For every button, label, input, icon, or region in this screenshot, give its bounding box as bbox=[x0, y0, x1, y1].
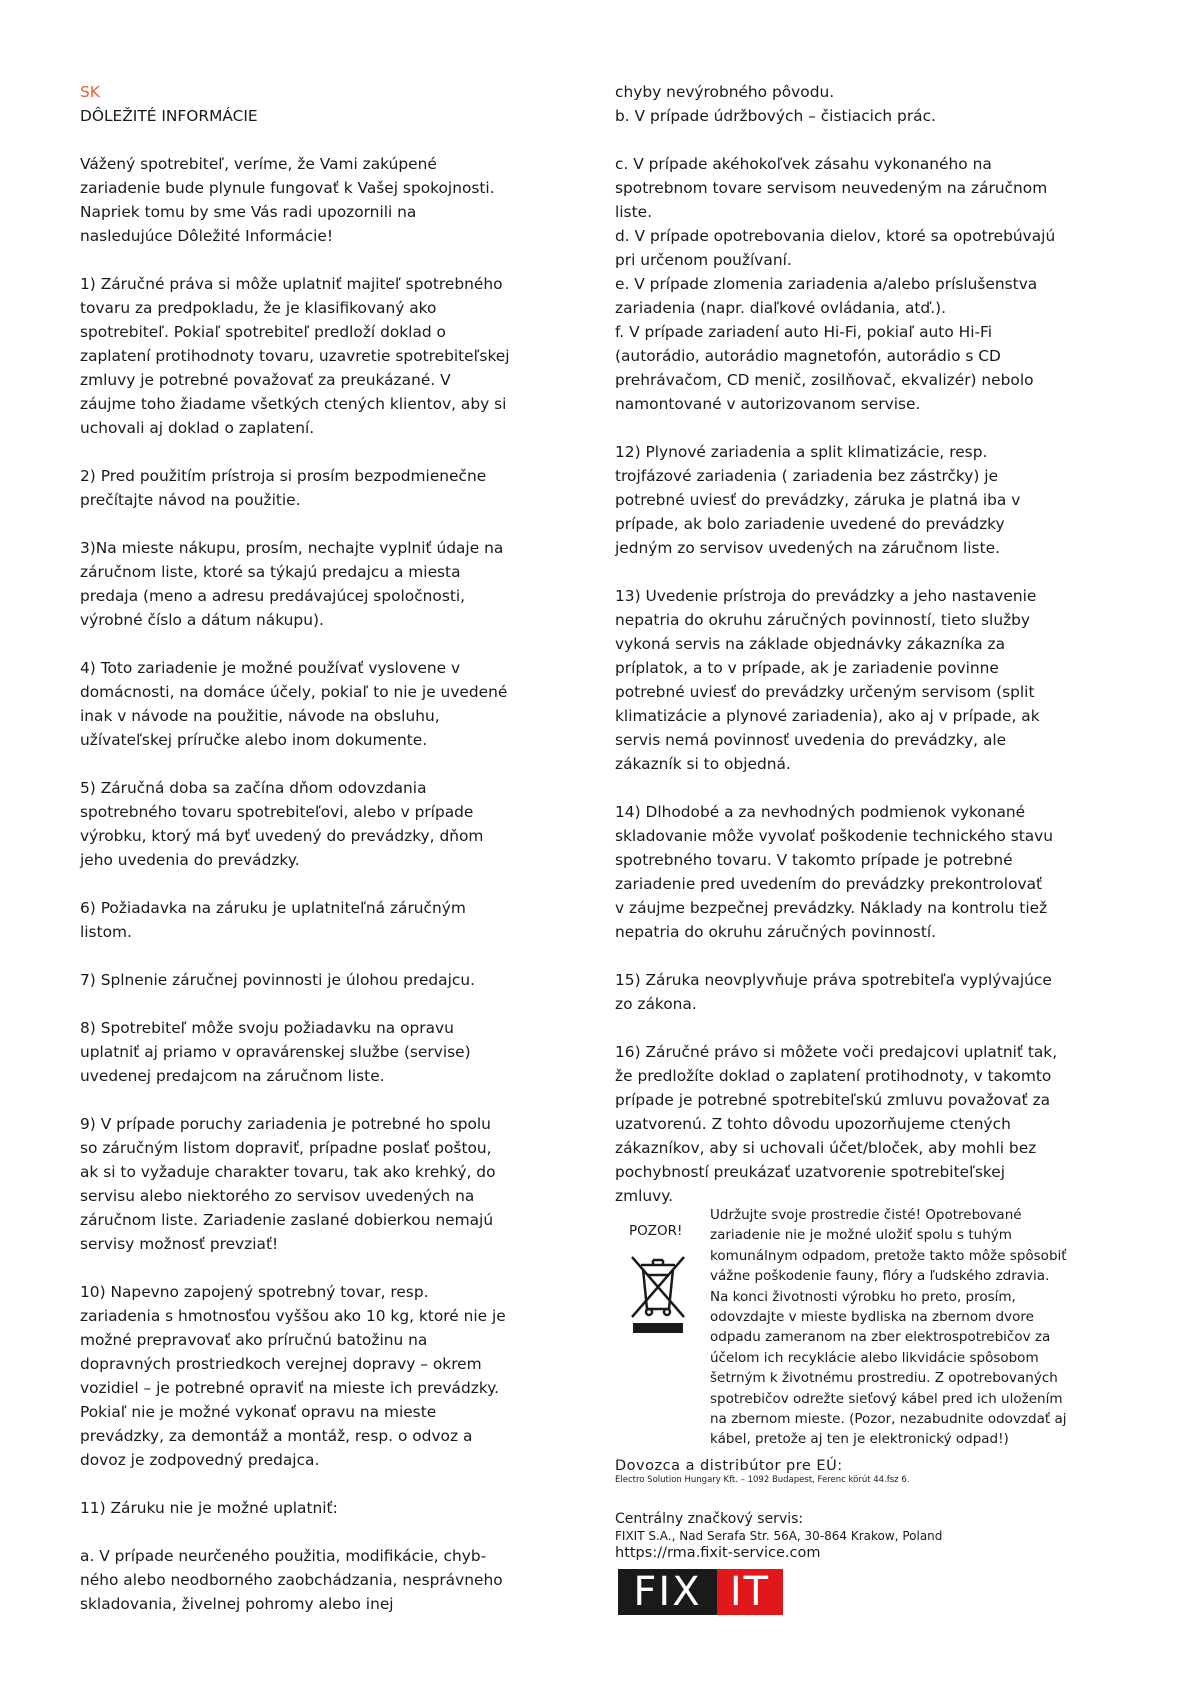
paragraph-5: 5) Záručná doba sa začína dňom odovzdania spotrebného tovaru spotrebiteľovi, alebo v prípade výrobku, ktorý má byť uvedený do prevádzky, dňom jeho uvedenia do prevádzky. bbox=[80, 779, 484, 869]
service-block bbox=[615, 1511, 1105, 1563]
paragraph-16: 16) Záručné právo si môžete voči predajcovi uplatniť tak, že predložíte doklad o zaplatení protihodnoty, v takomto prípade je potrebné spotrebiteľskú zmluvu považovať za uzatvorenú. Z tohto dôvodu upozorňujeme ctených zákazníkov, aby si uchovali účet/bloček, aby mohli bez pochybností preukázať uzatvorenie spotrebiteľskej zmluvy. bbox=[615, 1043, 1058, 1205]
paragraph-14: 14) Dlhodobé a za nevhodných podmienok vykonané skladovanie môže vyvolať poškodenie technického stavu spotrebného tovaru. V takomto prípade je potrebné zariadenie pred uvedením do prevádzky prekontrolovať v záujme bezpečnej prevádzky. Náklady na kontrolu tiež nepatria do okruhu záručných povinností. bbox=[615, 803, 1054, 941]
paragraph-11-continued: chyby nevýrobného pôvodu. b. V prípade údržbových – čistiacich prác. bbox=[615, 83, 936, 125]
document-title: DÔLEŽITÉ INFORMÁCIE bbox=[80, 107, 258, 125]
paragraph-7: 7) Splnenie záručnej povinnosti je úlohou predajcu. bbox=[80, 971, 475, 989]
service-label: Centrálny značkový servis: bbox=[615, 1511, 804, 1527]
paragraph-2: 2) Pred použitím prístroja si prosím bezpodmienečne prečítajte návod na použitie. bbox=[80, 467, 487, 509]
paragraph-1: 1) Záručné práva si môže uplatniť majiteľ spotrebného tovaru za predpokladu, že je klasifikovaný ako spotrebiteľ. Pokiaľ spotrebiteľ predloží doklad o zaplatení protihodnoty tovaru, uzavretie spotrebiteľskej zmluvy je potrebné považovať za preukázané. V záujme toho žiadame všetkých ctených klientov, aby si uchovali aj doklad o zaplatení. bbox=[80, 275, 510, 437]
left-column bbox=[80, 80, 550, 1616]
paragraph-15: 15) Záruka neovplyvňuje práva spotrebiteľa vyplývajúce zo zákona. bbox=[615, 971, 1052, 1013]
paragraph-6: 6) Požiadavka na záruku je uplatniteľná záručným listom. bbox=[80, 899, 466, 941]
paragraph-9: 9) V prípade poruchy zariadenia je potrebné ho spolu so záručným listom dopraviť, prípadne poslať poštou, ak si to vyžaduje charakter tovaru, tak ako krehký, do servisu alebo niektorého zo servisov uvedených na záručnom liste. Zariadenie zaslané dobierkou nemajú servisy možnosť prevziať! bbox=[80, 1115, 496, 1253]
logo-fix: FIX bbox=[618, 1569, 717, 1615]
distributor-block bbox=[615, 1458, 1105, 1486]
fixit-logo bbox=[618, 1569, 783, 1615]
language-code: SK bbox=[80, 83, 100, 101]
paragraph-3: 3)Na mieste nákupu, prosím, nechajte vyplniť údaje na záručnom liste, ktoré sa týkajú predajcu a miesta predaja (meno a adresu predávajúcej spoločnosti, výrobné číslo a dátum nákupu). bbox=[80, 539, 504, 629]
crossed-out-wheelie-bin-icon bbox=[627, 1251, 689, 1337]
paragraph-8: 8) Spotrebiteľ môže svoju požiadavku na opravu uplatniť aj priamo v opravárenskej službe (servise) uvedenej predajcom na záručnom liste. bbox=[80, 1019, 471, 1085]
paragraph-13: 13) Uvedenie prístroja do prevádzky a jeho nastavenie nepatria do okruhu záručných povinností, tieto služby vykoná servis na základe objednávky zákazníka za príplatok, a to v prípade, ak je zariadenie povinne potrebné uviesť do prevádzky určeným servisom (split klimatizácie a plynové zariadenia), ako aj v prípade, ak servis nemá povinnosť uvedenia do prevádzky, ale zákazník si to objedná. bbox=[615, 587, 1040, 773]
paragraph-11-cf: c. V prípade akéhokoľvek zásahu vykonaného na spotrebnom tovare servisom neuvedeným na záručnom liste. d. V prípade opotrebovania dielov, ktoré sa opotrebúvajú pri určenom používaní. e. V prípade zlomenia zariadenia a/alebo príslušenstva zariadenia (napr. diaľkové ovládania, atď.). f. V prípade zariadení auto Hi-Fi, pokiaľ auto Hi-Fi (autorádio, autorádio magnetofón, autorádio s CD prehrávačom, CD menič, zosilňovač, ekvalizér) nebolo namontované v autorizovanom servise. bbox=[615, 155, 1056, 413]
paragraph-intro: Vážený spotrebiteľ, veríme, že Vami zakúpené zariadenie bude plynule fungovať k Vašej spokojnosti. Napriek tomu by sme Vás radi upozornili na nasledujúce Dôležité Informácie! bbox=[80, 155, 495, 245]
paragraph-11: 11) Záruku nie je možné uplatniť: bbox=[80, 1499, 338, 1517]
warning-text: Udržujte svoje prostredie čisté! Opotrebované zariadenie nie je možné uložiť spolu s tuhým komunálnym odpadom, pretože takto môže spôsobiť vážne poškodenie fauny, flóry a ľudského zdravia. Na konci životnosti výrobku ho preto, prosím, odovzdajte v mieste bydliska na zbernom dvore odpadu zameranom na zber elektrospotrebičov za účelom ich recyklácie alebo likvidácie spôsobom šetrným k životnému prostrediu. Z opotrebovaných spotrebičov odrežte sieťový kábel pred ich uložením na zbernom mieste. (Pozor, nezabudnite odovzdať aj kábel, pretože aj ten je elektronický odpad!) bbox=[710, 1207, 1067, 1448]
paragraph-12: 12) Plynové zariadenia a split klimatizácie, resp. trojfázové zariadenia ( zariadenia bez zástrčky) je potrebné uviesť do prevádzky, záruka je platná iba v prípade, ak bolo zariadenie uvedené do prevádzky jedným zo servisov uvedených na záručnom liste. bbox=[615, 443, 1021, 557]
paragraph-11a: a. V prípade neurčeného použitia, modifikácie, chyb- ného alebo neodborného zaobchádzania, nesprávneho skladovania, živelnej pohromy alebo inej bbox=[80, 1547, 503, 1613]
paragraph-10: 10) Napevno zapojený spotrebný tovar, resp. zariadenia s hmotnosťou vyššou ako 10 kg, ktoré nie je možné prepravovať ako príručnú batožinu na dopravných prostriedkoch verejnej dopravy – okrem vozidiel – je potrebné opraviť na mieste ich prevádzky. Pokiaľ nie je možné vykonať opravu na mieste prevádzky, za demontáž a montáž, resp. o odvoz a dovoz je zodpovedný predajca. bbox=[80, 1283, 506, 1469]
service-url[interactable]: https://rma.fixit-service.com bbox=[615, 1545, 821, 1561]
right-column bbox=[615, 80, 1100, 1208]
logo-it: IT bbox=[717, 1569, 783, 1615]
weee-warning bbox=[615, 1205, 1105, 1450]
warning-label: POZOR! bbox=[629, 1223, 683, 1239]
service-address: FIXIT S.A., Nad Serafa Str. 56A, 30-864 Krakow, Poland bbox=[615, 1529, 943, 1543]
paragraph-4: 4) Toto zariadenie je možné používať vyslovene v domácnosti, na domáce účely, pokiaľ to nie je uvedené inak v návode na použitie, návode na obsluhu, užívateľskej príručke alebo inom dokumente. bbox=[80, 659, 508, 749]
distributor-label: Dovozca a distribútor pre EÚ: bbox=[615, 1458, 843, 1474]
distributor-address: Electro Solution Hungary Kft. – 1092 Budapest, Ferenc körút 44.fsz 6. bbox=[615, 1475, 910, 1485]
